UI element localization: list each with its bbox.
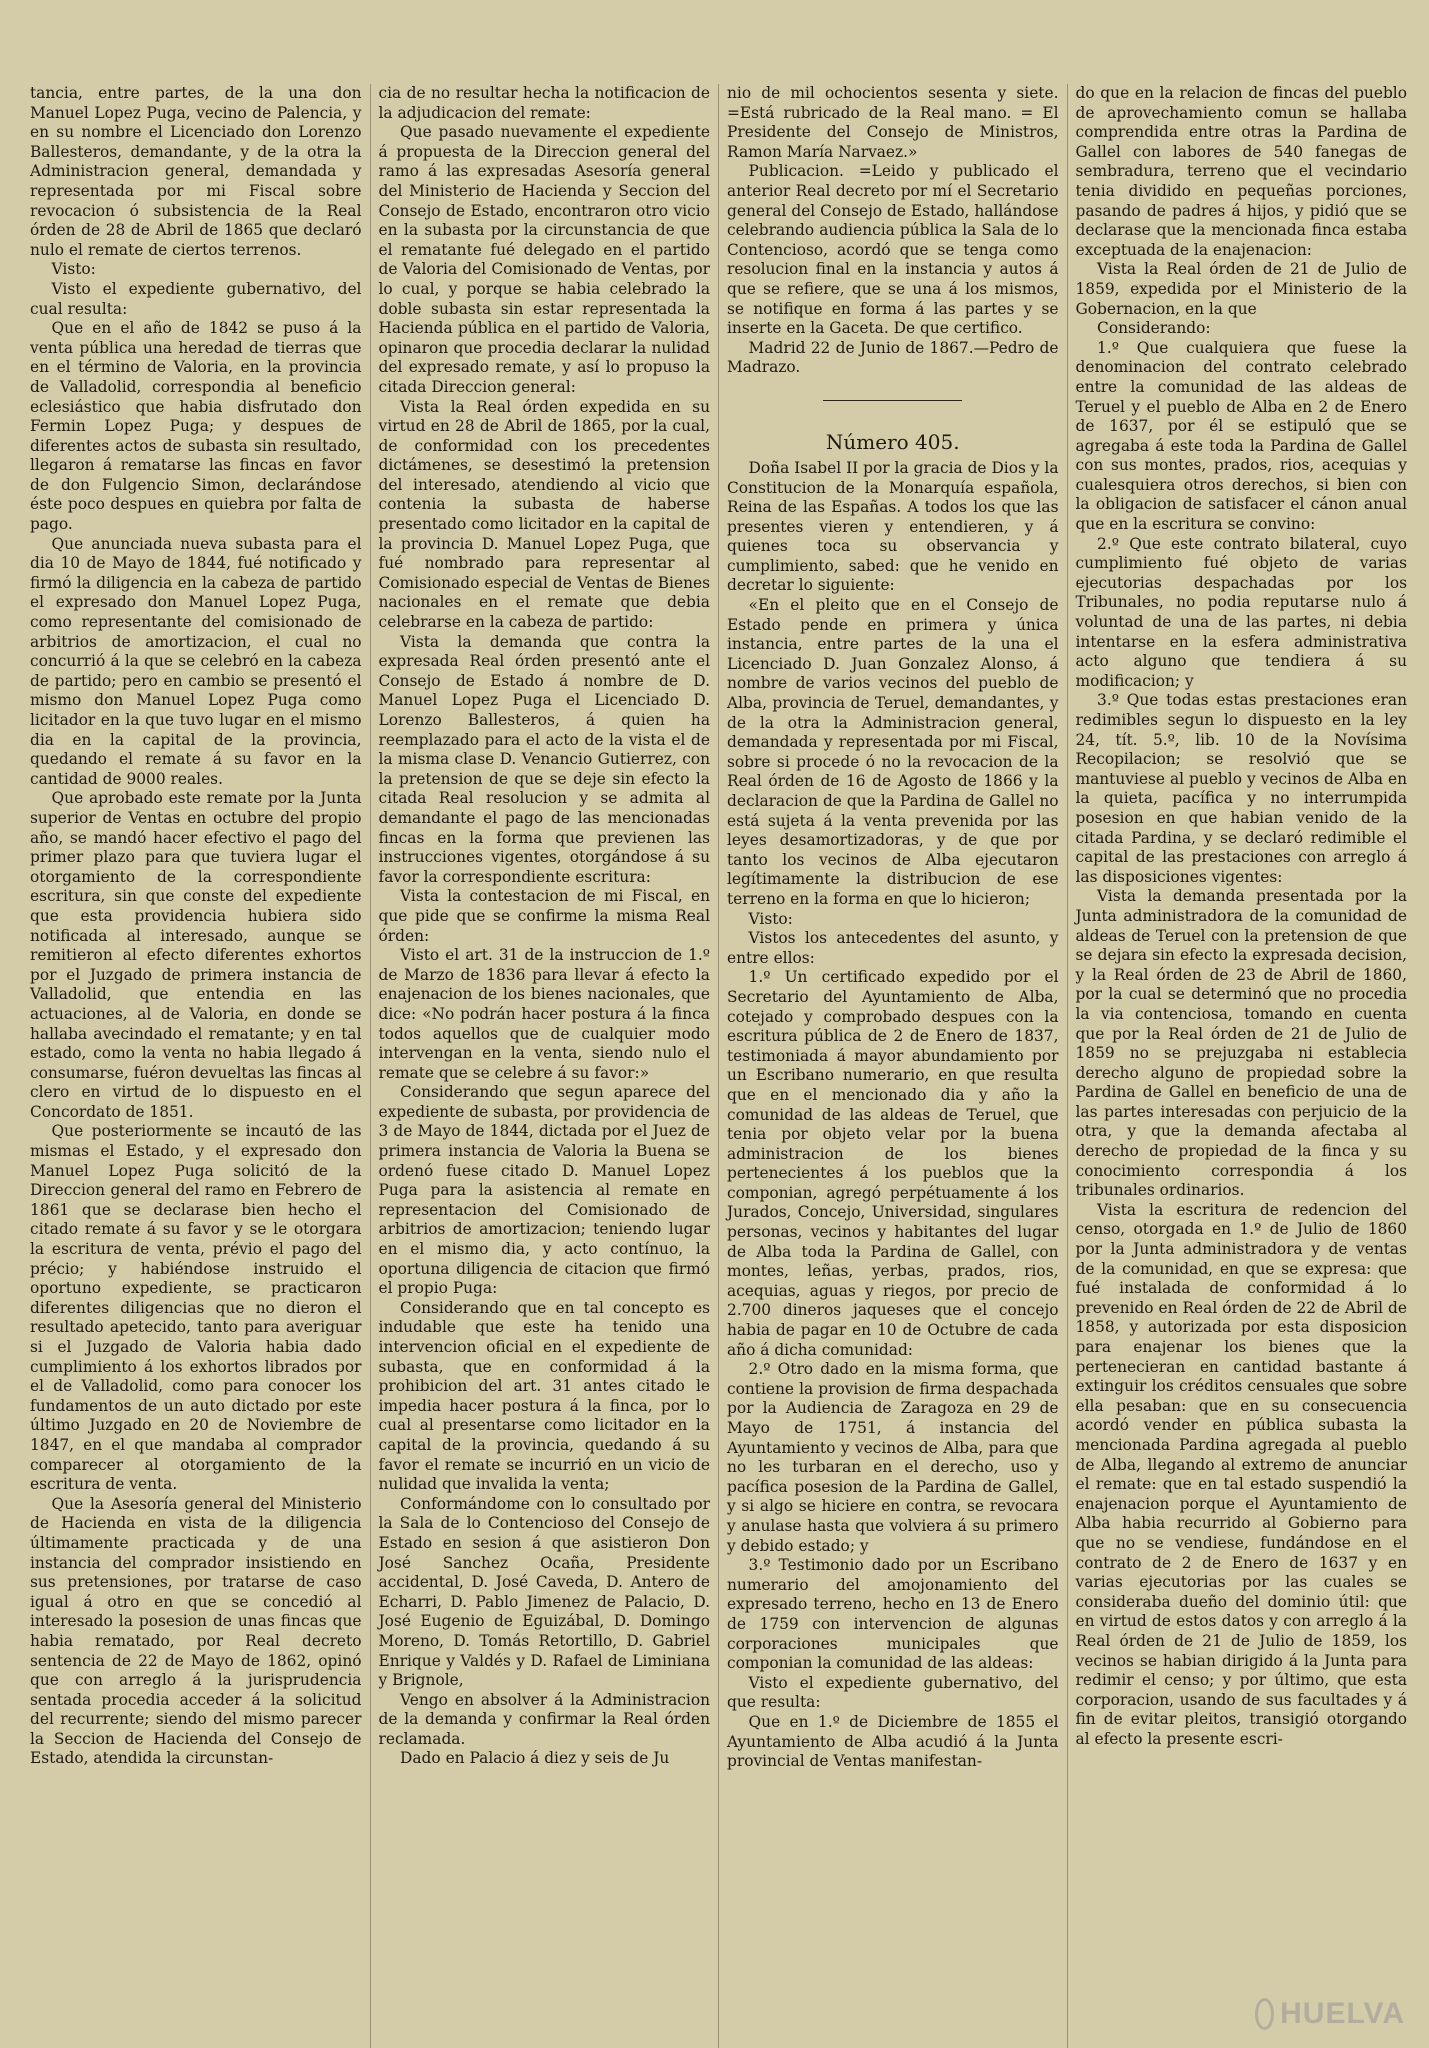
paragraph: tancia, entre partes, de la una don Manuel Lopez Puga, vecino de Palencia, y en su nombre el Licenciado don Lorenzo Ballesteros, demandante, y de la otra la Administracion general, demandada y representada por mi Fiscal sobre revocacion ó subsistencia de la Real órden de 28 de Abril de 1865 que declaró nulo el remate de ciertos terrenos. [30,84,362,259]
paragraph: 3.º Que todas estas prestaciones eran redimibles segun lo dispuesto en la ley 24, tít. 5.º, lib. 10 de la Novísima Recopilacion; se resolvió que se mantuviese al pueblo y vecinos de Alba en la quieta, pacífica y no interrumpida posesion en que habian venido de la citada Pardina, y se declaró redimible el capital de las prestaciones con arreglo á las disposiciones vigentes: [1075,691,1407,886]
paragraph: Publicacion. =Leido y publicado el anterior Real decreto por mí el Secretario general del Consejo de Estado, hallándose celebrando audiencia pública la Sala de lo Contencioso, acordó que se tenga como resolucion final en la instancia y autos á que se refiere, que se una á los mismos, se notifique en forma á las partes y se inserte en la Gaceta. De que certifico. [727,162,1059,338]
watermark-text: HUELVA [1280,1997,1405,2030]
paragraph: Dado en Palacio á diez y seis de Ju [400,1749,670,1768]
paragraph: «En el pleito que en el Consejo de Estado pende en primera y única instancia, entre partes de la una el Licenciado D. Juan Gonzalez Alonso, á nombre de varios vecinos del pueblo de Alba, provincia de Teruel, demandantes, y de la otra la Administracion general, demandada y representada por mi Fiscal, sobre si procede ó no la revocacion de la Real órden de 16 de Agosto de 1866 y la declaracion de que la Pardina de Gallel no está sujeta á la venta prevenida por las leyes desamortizadoras, y de que por tanto los vecinos de Alba ejecutaron legítimamente la distribucion de ese terreno en la forma en que lo hicieron; [727,596,1059,908]
paragraph: nio de mil ochocientos sesenta y siete. =Está rubricado de la Real mano. = El Presidente del Consejo de Ministros, Ramon María Narvaez.» [727,84,1059,161]
section-divider [823,400,962,401]
paragraph: Vista la demanda presentada por la Junta administradora de la comunidad de aldeas de Teruel con la pretension de que se dejara sin efecto la expresada decision, y la Real órden de 23 de Abril de 1860, por la cual se determinó que no procedia la via contenciosa, tomando en cuenta que por la Real órden de 21 de Julio de 1859 no se prejuzgaba ni establecia derecho alguno de propiedad sobre la Pardina de Gallel en beneficio de una de las partes interesadas con perjuicio de la otra, y que la demanda afectaba al derecho de propiedad de la finca y su conocimiento correspondia á los tribunales ordinarios. [1075,887,1407,1200]
paragraph: do que en la relacion de fincas del pueblo de aprovechamiento comun se hallaba comprendida entre otras la Pardina de Gallel con labores de 540 fanegas de sembradura, terreno que el vecindario tenia dividido en pequeñas porciones, pasando de padres á hijos, y pidió que se declarase que la mencionada finca estaba exceptuada de la enajenacion: [1075,84,1407,259]
paragraph: Conformándome con lo consultado por la Sala de lo Contencioso del Consejo de Estado en sesion á que asistieron Don José Sanchez Ocaña, Presidente accidental, D. José Caveda, D. Antero de Echarri, D. Pablo Jimenez de Palacio, D. José Eugenio de Eguizábal, D. Domingo Moreno, D. Tomás Retortillo, D. Gabriel Enrique y Valdés y D. Rafael de Liminiana y Brignole, [378,1494,710,1690]
paragraph: Vista la contestacion de mi Fiscal, en que pide que se confirme la misma Real órden: [378,887,710,945]
paragraph: Visto el expediente gubernativo, del cual resulta: [30,279,362,318]
paragraph: Que aprobado este remate por la Junta superior de Ventas en octubre del propio año, se mandó hacer efectivo el pago del primer plazo para que tuviera lugar el otorgamiento de la correspondiente escritura, sin que conste del expediente que esta providencia hubiera sido notificada al interesado, aunque se remitieron al efecto diferentes exhortos por el Juzgado de primera instancia de Valladolid, que entendia en las actuaciones, al de Valoria, en donde se hallaba avecindado el rematante; y en tal estado, como la venta no habia llegado á consumarse, fuéron devueltas las fincas al clero en virtud de lo dispuesto en el Concordato de 1851. [30,789,362,1121]
paragraph: Vista la Real órden expedida en su virtud en 28 de Abril de 1865, por la cual, de conformidad con los precedentes dictámenes, se desestimó la pretension del interesado, atendiendo al vicio que contenia la subasta de haberse presentado como licitador en la capital de la provincia D. Manuel Lopez Puga, que fué nombrado para representar al Comisionado especial de Ventas de Bienes nacionales en el remate que debia celebrarse en la cabeza de partido: [378,397,710,632]
paragraph: Considerando que segun aparece del expediente de subasta, por providencia de 3 de Mayo de 1844, dictada por el Juez de primera instancia de Valoria la Buena se ordenó fuese citado D. Manuel Lopez Puga para la asistencia al remate en representacion del Comisionado de arbitrios de amortizacion; teniendo lugar en el mismo dia, y acto contínuo, la oportuna diligencia de citacion que firmó el propio Puga: [378,1083,710,1298]
paragraph: 2.º Que este contrato bilateral, cuyo cumplimiento fué objeto de varias ejecutorias despachadas por los Tribunales, no podia reputarse nulo á voluntad de una de las partes, ni debia intentarse en la esfera administrativa acto alguno que tendiera á su modificacion; y [1075,534,1407,690]
paragraph: Que pasado nuevamente el expediente á propuesta de la Direccion general del ramo á las expresadas Asesoría general del Ministerio de Hacienda y Seccion del Consejo de Estado, encontraron otro vicio en la subasta por la circunstancia de que el rematante fué delegado en el partido de Valoria del Comisionado de Ventas, por lo cual, y porque se habia celebrado la doble subasta sin estar representada la Hacienda pública en el partido de Valoria, opinaron que procedia declarar la nulidad del expresado remate, y así lo propuso la citada Direccion general: [378,123,710,396]
paragraph: Visto: [51,260,96,279]
paragraph: Visto el art. 31 de la instruccion de 1.º de Marzo de 1836 para llevar á efecto la enajenacion de los bienes nacionales, que dice: «No podrán hacer postura á la finca todos aquellos que de cualquier modo intervengan en la venta, siendo nulo el remate que se celebre á su favor:» [378,946,710,1082]
paragraph: Que la Asesoría general del Ministerio de Hacienda en vista de la diligencia últimamente practicada y de una instancia del comprador insistiendo en sus pretensiones, por tratarse de caso igual á otro en que se concedió al interesado la posesion de unas fincas que habia rematado, por Real decreto sentencia de 22 de Mayo de 1862, opinó que con arreglo á la jurisprudencia sentada procedia acceder á la solicitud del recurrente; siendo del mismo parecer la Seccion de Hacienda del Consejo de Estado, atendida la circunstan- [30,1494,362,1768]
paragraph: Vista la escritura de redencion del censo, otorgada en 1.º de Julio de 1860 por la Junta administradora y de ventas de la comunidad, en que se expresa: que fué instalada de conformidad á lo prevenido en Real órden de 22 de Abril de 1858, y autorizada por esta disposicion para enajenar los bienes que la pertenecieran en cantidad bastante á extinguir los créditos censuales que sobre ella pesaban: que en su consecuencia acordó vender en pública subasta la mencionada Pardina agregada al pueblo de Alba, llegando al extremo de anunciar el remate: que en tal estado suspendió la enajenacion porque el Ayuntamiento de Alba habia recurrido al Gobierno para que no se vendiese, fundándose en el contrato de 2 de Enero de 1637 y en varias ejecutorias por las cuales se consideraba dueño del dominio útil: que en virtud de estos datos y con arreglo á la Real órden de 21 de Julio de 1859, los vecinos se habian dirigido á la Junta para redimir el censo; y por último, que esta corporacion, usando de sus facultades y á fin de evitar pleitos, transigió otorgando al efecto la presente escri- [1075,1200,1407,1748]
paragraph: Vista la Real órden de 21 de Julio de 1859, expedida por el Ministerio de la Gobernacion, en la que [1075,260,1407,318]
text-column-3 [718,84,1067,2048]
paragraph: Que en el año de 1842 se puso á la venta pública una heredad de tierras que en el término de Valoria, en la provincia de Valladolid, correspondia al beneficio eclesiástico que habia disfrutado don Fermin Lopez Puga; y despues de diferentes actos de subasta sin resultado, llegaron á rematarse las fincas en favor de don Fulgencio Simon, declarándose éste poco despues en quiebra por falta de pago. [30,319,362,534]
text-columns [22,84,1415,2048]
paragraph: 3.º Testimonio dado por un Escribano numerario del amojonamiento del expresado terreno, hecho en 13 de Enero de 1759 con intervencion de algunas corporaciones municipales que componian la comunidad de las aldeas: [727,1556,1059,1673]
paragraph: 1.º Un certificado expedido por el Secretario del Ayuntamiento de Alba, cotejado y comprobado despues con la escritura pública de 2 de Enero de 1837, testimoniada á mayor abundamiento por un Escribano numerario, en que resulta que en el mencionado dia y año la comunidad de las aldeas de Teruel, que tenia por objeto velar por la buena administracion de los bienes pertenecientes á los pueblos que la componian, agregó perpétuamente á los Jurados, Concejo, Universidad, singulares personas, vecinos y habitantes del lugar de Alba toda la Pardina de Gallel, con montes, leñas, yerbas, prados, rios, acequias, aguas y riegos, por precio de 2.700 dineros jaqueses que el concejo habia de pagar en 10 de Octubre de cada año á dicha comunidad: [727,968,1059,1359]
text-column-1 [22,84,370,2048]
paragraph: Madrid 22 de Junio de 1867.—Pedro de Madrazo. [727,338,1059,377]
section-heading: Número 405. [825,429,960,454]
library-watermark [1255,1994,1405,2034]
seal-icon [1255,1998,1274,2030]
text-column-4 [1067,84,1416,2048]
paragraph: Doña Isabel II por la gracia de Dios y la Constitucion de la Monarquía española, Reina de las Españas. A todos los que las presentes vieren y entendieren, y á quienes toca su observancia y cumplimiento, sabed: que he venido en decretar lo siguiente: [727,458,1059,595]
paragraph: Que en 1.º de Diciembre de 1855 el Ayuntamiento de Alba acudió á la Junta provincial de Ventas manifestan- [727,1712,1059,1771]
paragraph: Considerando que en tal concepto es indudable que este ha tenido una intervencion oficial en el expediente de subasta, que en conformidad á la prohibicion del art. 31 antes citado le impedia hacer postura á la finca, por lo cual al presentarse como licitador en la capital de la provincia, quedando á su favor el remate se incurrió en un vicio de nulidad que invalida la venta; [378,1298,710,1494]
paragraph: Visto el expediente gubernativo, del que resulta: [727,1673,1059,1712]
paragraph: 2.º Otro dado en la misma forma, que contiene la provision de firma despachada por la Audiencia de Zaragoza en 29 de Mayo de 1751, á instancia del Ayuntamiento y vecinos de Alba, para que no les turbaran en el derecho, uso y pacífica posesion de la Pardina de Gallel, y si algo se hiciere en contra, se revocara y anulase hasta que volviera á su primero y debido estado; y [727,1360,1059,1555]
paragraph: 1.º Que cualquiera que fuese la denominacion del contrato celebrado entre la comunidad de las aldeas de Teruel y el pueblo de Alba en 2 de Enero de 1637, por él se estipuló que se agregaba á este toda la Pardina de Gallel con sus montes, prados, rios, acequias y cualesquiera otros derechos, si bien con la obligacion de satisfacer el cánon anual que en la escritura se convino: [1075,338,1407,534]
paragraph: Vengo en absolver á la Administracion de la demanda y confirmar la Real órden reclamada. [378,1690,710,1748]
paragraph: Vistos los antecedentes del asunto, y entre ellos: [727,929,1059,967]
paragraph: Que posteriormente se incautó de las mismas el Estado, y el expresado don Manuel Lopez Puga solicitó de la Direccion general del ramo en Febrero de 1861 que se declarase bien hecho el citado remate á su favor y se le otorgara la escritura de venta, prévio el pago del précio; y habiéndose instruido el oportuno expediente, se practicaron diferentes diligencias que no dieron el resultado apetecido, tanto para averiguar si el Juzgado de Valoria habia dado cumplimiento á los exhortos librados por el de Valladolid, como para conocer los fundamentos de un auto dictado por este último Juzgado en 20 de Noviembre de 1847, en el que mandaba al comprador comparecer al otorgamiento de la escritura de venta. [30,1122,362,1494]
text-column-2 [370,84,719,2048]
paragraph: cia de no resultar hecha la notificacion de la adjudicacion del remate: [378,84,710,122]
paragraph: Considerando: [1097,319,1211,338]
paragraph: Que anunciada nueva subasta para el dia 10 de Mayo de 1844, fué notificado y firmó la diligencia en la cabeza de partido el expresado don Manuel Lopez Puga, como representante del comisionado de arbitrios de amortizacion, el cual no concurrió á la que se celebró en la cabeza de partido; pero en cambio se presentó el mismo don Manuel Lopez Puga como licitador en la que tuvo lugar en el mismo dia en la capital de la provincia, quedando el remate á su favor en la cantidad de 9000 reales. [30,534,362,788]
paragraph: Vista la demanda que contra la expresada Real órden presentó ante el Consejo de Estado á nombre de D. Manuel Lopez Puga el Licenciado D. Lorenzo Ballesteros, á quien ha reemplazado para el acto de la vista el de la misma clase D. Venancio Gutierrez, con la pretension de que se deje sin efecto la citada Real resolucion y se admita al demandante el pago de las mencionadas fincas en la forma que previenen las instrucciones vigentes, otorgándose á su favor la correspondiente escritura: [378,632,710,886]
paragraph: Visto: [748,909,793,928]
